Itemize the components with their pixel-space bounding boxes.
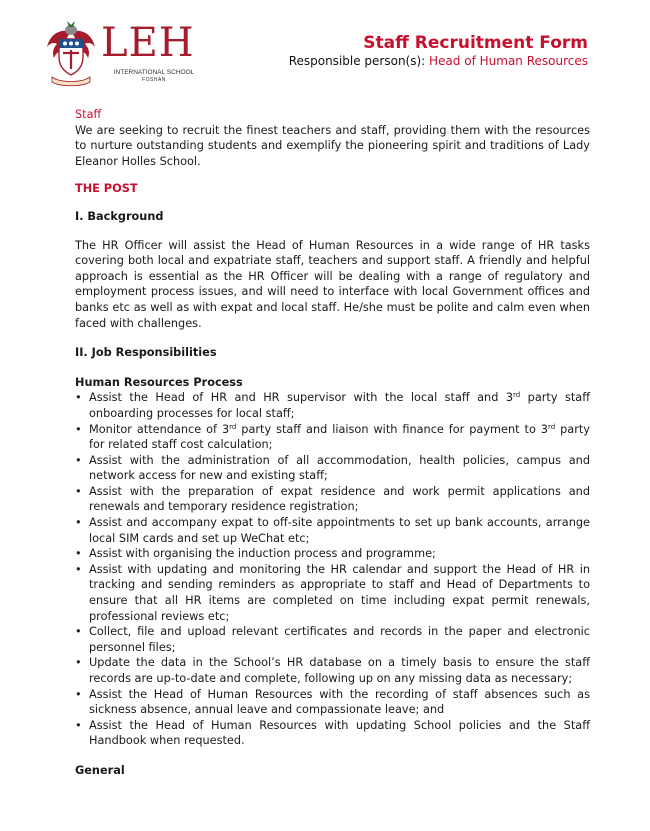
list-item: • Assist the Head of Human Resources with updating School policies and the Staff Handbook when requested. <box>75 718 590 748</box>
list-item: • Assist the Head of Human Resources with the recording of staff absences such as sickness absence, annual leave and compassionate leave; and <box>75 687 590 717</box>
list-item: • Assist with updating and monitoring the HR calendar and support the Head of HR in tracking and sending reminders as appropriate to staff and Head of Departments to ensure that all HR items are completed on time including expat permit renewals, professional reviews etc; <box>75 562 590 623</box>
responsible-label: Responsible person(s): <box>288 54 426 68</box>
hr-process-subheading: Human Resources Process <box>75 375 243 389</box>
responsible-value: Head of Human Resources <box>429 54 588 68</box>
bullet-icon: • <box>75 562 82 576</box>
list-item: • Collect, file and upload relevant certificates and records in the paper and electronic personnel files; <box>75 625 590 654</box>
bullet-icon: • <box>75 422 82 436</box>
school-crest-icon <box>44 17 98 87</box>
form-title: Staff Recruitment Form <box>363 33 588 53</box>
logo-wordmark: LEH <box>101 20 195 66</box>
responsibilities-heading: II. Job Responsibilities <box>75 346 217 360</box>
bullet-icon: • <box>75 484 82 498</box>
responsible-person-line <box>289 54 588 68</box>
document-body <box>75 107 590 779</box>
bullet-icon: • <box>75 625 82 639</box>
list-item: • Monitor attendance of 3rd party staff and liaison with finance for payment to 3rd party for related staff cost calculation; <box>75 422 590 452</box>
intro-text: We are seeking to recruit the finest teachers and staff, providing them with the resources to nurture outstanding students and exemplify the pioneering spirit and traditions of Lady Eleanor Holles School. <box>75 123 590 168</box>
bullet-icon: • <box>75 718 82 732</box>
list-item: • Assist and accompany expat to off-site appointments to set up bank accounts, arrange local SIM cards and set up WeChat etc; <box>75 516 590 545</box>
list-item: • Assist the Head of HR and HR supervisor with the local staff and 3rd party staff onboarding processes for local staff; <box>75 391 590 420</box>
logo-school-name: INTERNATIONAL SCHOOL <box>113 69 195 76</box>
background-heading: I. Background <box>75 209 164 223</box>
intro-heading: Staff <box>75 108 102 121</box>
general-heading: General <box>75 763 125 777</box>
list-item: • Update the data in the School’s HR database on a timely basis to ensure the staff records are up-to-date and complete, following up on any missing data as necessary; <box>75 656 590 685</box>
responsibilities-list <box>75 390 590 749</box>
bullet-icon: • <box>75 547 82 561</box>
list-item: • Assist with the administration of all accommodation, health policies, campus and network access for new and existing staff; <box>75 453 590 483</box>
post-heading: THE POST <box>75 182 138 196</box>
list-item: • Assist with organising the induction process and programme; <box>75 547 436 561</box>
list-item: • Assist with the preparation of expat residence and work permit applications and renewals and temporary residence registration; <box>75 484 590 514</box>
background-text: The HR Officer will assist the Head of Human Resources in a wide range of HR tasks covering both local and expatriate staff, teachers and support staff. A friendly and helpful approach is essential as the HR Officer will be dealing with a range of regulatory and employment process issues, and will need to interface with local Government offices and banks etc as well as with expat and local staff. He/she must be polite and calm even when faced with challenges. <box>75 238 590 330</box>
bullet-icon: • <box>75 516 82 530</box>
bullet-icon: • <box>75 656 82 670</box>
bullet-icon: • <box>75 391 82 405</box>
bullet-icon: • <box>75 453 82 467</box>
logo-city: FOSHAN <box>142 77 166 83</box>
bullet-icon: • <box>75 687 82 701</box>
school-logo <box>44 17 204 87</box>
